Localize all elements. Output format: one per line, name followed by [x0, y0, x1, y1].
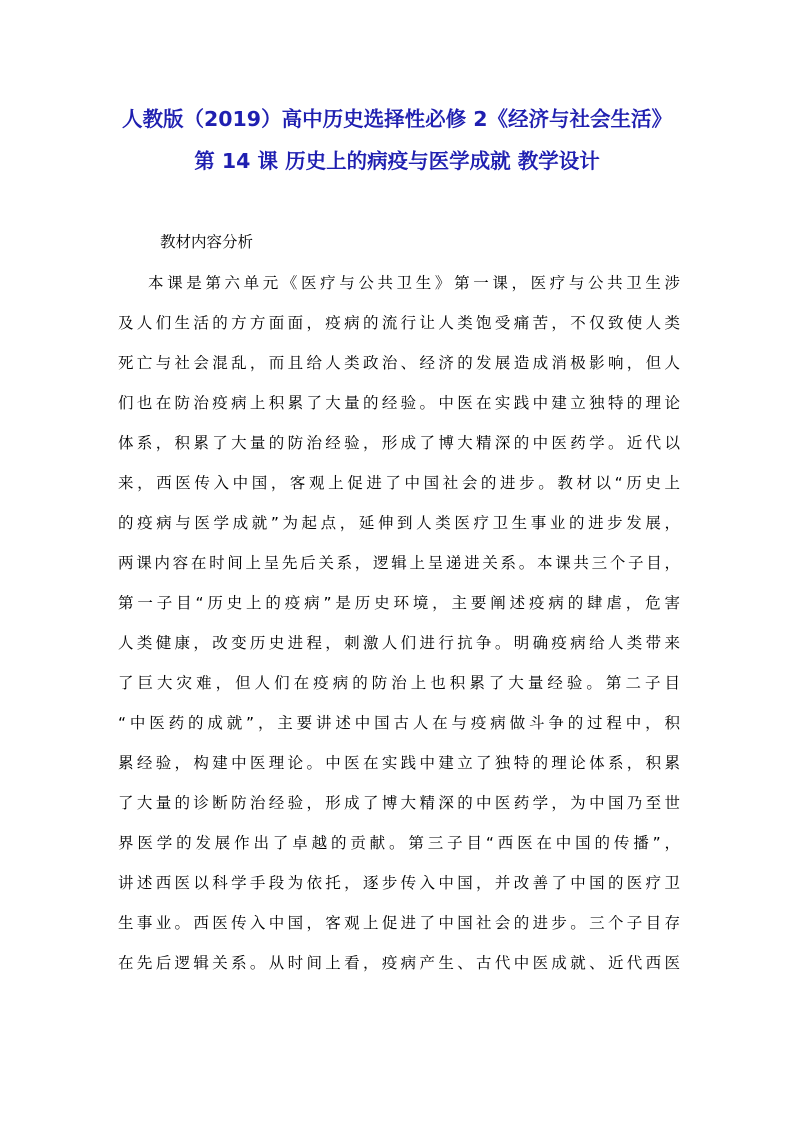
- document-title-line-2: 第 14 课 历史上的病疫与医学成就 教学设计: [194, 149, 600, 173]
- paragraph-line: 来，西医传入中国，客观上促进了中国社会的进步。教材以“历史上: [118, 474, 680, 492]
- paragraph-line: 生事业。西医传入中国，客观上促进了中国社会的进步。三个子目存: [118, 914, 680, 932]
- document-title-line-1: 人教版（2019）高中历史选择性必修 2《经济与社会生活》: [122, 107, 672, 131]
- paragraph-line: 两课内容在时间上呈先后关系，逻辑上呈递进关系。本课共三个子目，: [118, 554, 680, 572]
- paragraph-line: 了巨大灾难，但人们在疫病的防治上也积累了大量经验。第二子目: [118, 674, 680, 692]
- paragraph-line: 累经验，构建中医理论。中医在实践中建立了独特的理论体系，积累: [118, 754, 680, 772]
- paragraph-line: 界医学的发展作出了卓越的贡献。第三子目“西医在中国的传播”，: [118, 834, 680, 852]
- paragraph-line: 的疫病与医学成就”为起点，延伸到人类医疗卫生事业的进步发展，: [118, 514, 680, 532]
- paragraph-line: 体系，积累了大量的防治经验，形成了博大精深的中医药学。近代以: [118, 434, 680, 452]
- paragraph-line: 在先后逻辑关系。从时间上看，疫病产生、古代中医成就、近代西医: [118, 954, 680, 972]
- paragraph-line: 本课是第六单元《医疗与公共卫生》第一课，医疗与公共卫生涉: [148, 274, 680, 292]
- section-heading: 教材内容分析: [160, 233, 254, 251]
- paragraph-line: 人类健康，改变历史进程，刺激人们进行抗争。明确疫病给人类带来: [118, 634, 680, 652]
- paragraph-line: 第一子目“历史上的疫病”是历史环境，主要阐述疫病的肆虐，危害: [118, 594, 680, 612]
- paragraph-line: 及人们生活的方方面面，疫病的流行让人类饱受痛苦，不仅致使人类: [118, 314, 680, 332]
- paragraph-line: 死亡与社会混乱，而且给人类政治、经济的发展造成消极影响，但人: [118, 354, 680, 372]
- paragraph-line: “中医药的成就”，主要讲述中国古人在与疫病做斗争的过程中，积: [118, 714, 680, 732]
- paragraph-line: 们也在防治疫病上积累了大量的经验。中医在实践中建立独特的理论: [118, 394, 680, 412]
- paragraph-line: 讲述西医以科学手段为依托，逐步传入中国，并改善了中国的医疗卫: [118, 874, 680, 892]
- paragraph-line: 了大量的诊断防治经验，形成了博大精深的中医药学，为中国乃至世: [118, 794, 680, 812]
